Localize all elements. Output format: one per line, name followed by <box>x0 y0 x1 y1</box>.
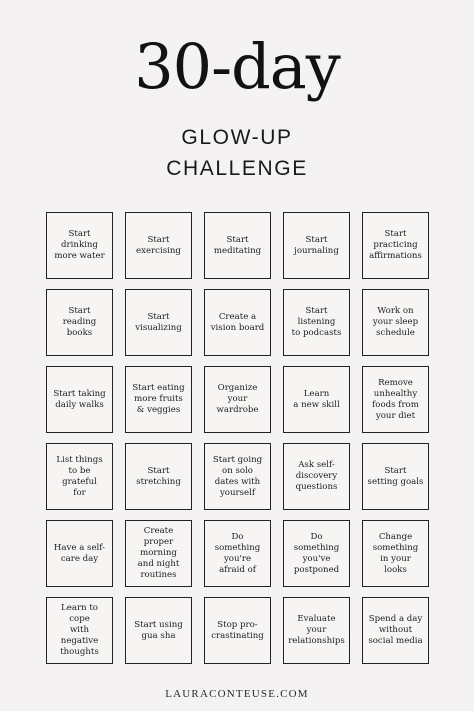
challenge-day-28: Stop pro- crastinating <box>204 597 271 664</box>
challenge-day-26: Learn to cope with negative thoughts <box>46 597 113 664</box>
challenge-day-23: Do something you're afraid of <box>204 520 271 587</box>
challenge-day-10: Work on your sleep schedule <box>362 289 429 356</box>
challenge-day-30: Spend a day without social media <box>362 597 429 664</box>
challenge-day-13: Organize your wardrobe <box>204 366 271 433</box>
challenge-day-8: Create a vision board <box>204 289 271 356</box>
challenge-day-16: List things to be grateful for <box>46 443 113 510</box>
challenge-day-1: Start drinking more water <box>46 212 113 279</box>
challenge-day-4: Start journaling <box>283 212 350 279</box>
challenge-day-24: Do something you've postponed <box>283 520 350 587</box>
challenge-day-7: Start visualizing <box>125 289 192 356</box>
challenge-day-19: Ask self- discovery questions <box>283 443 350 510</box>
challenge-day-27: Start using gua sha <box>125 597 192 664</box>
challenge-day-6: Start reading books <box>46 289 113 356</box>
challenge-day-22: Create proper morning and night routines <box>125 520 192 587</box>
challenge-day-21: Have a self- care day <box>46 520 113 587</box>
challenge-day-17: Start stretching <box>125 443 192 510</box>
challenge-day-9: Start listening to podcasts <box>283 289 350 356</box>
page-title: 30-day <box>134 30 340 103</box>
challenge-day-12: Start eating more fruits & veggies <box>125 366 192 433</box>
challenge-day-5: Start practicing affirmations <box>362 212 429 279</box>
challenge-day-14: Learn a new skill <box>283 366 350 433</box>
challenge-day-3: Start meditating <box>204 212 271 279</box>
challenge-day-15: Remove unhealthy foods from your diet <box>362 366 429 433</box>
website-credit: LAURACONTEUSE.COM <box>165 688 309 700</box>
challenge-day-18: Start going on solo dates with yourself <box>204 443 271 510</box>
challenge-day-20: Start setting goals <box>362 443 429 510</box>
challenge-grid <box>46 212 429 664</box>
challenge-day-11: Start taking daily walks <box>46 366 113 433</box>
challenge-day-29: Evaluate your relationships <box>283 597 350 664</box>
page-subtitle: GLOW-UP CHALLENGE <box>166 126 308 180</box>
challenge-day-2: Start exercising <box>125 212 192 279</box>
challenge-day-25: Change something in your looks <box>362 520 429 587</box>
